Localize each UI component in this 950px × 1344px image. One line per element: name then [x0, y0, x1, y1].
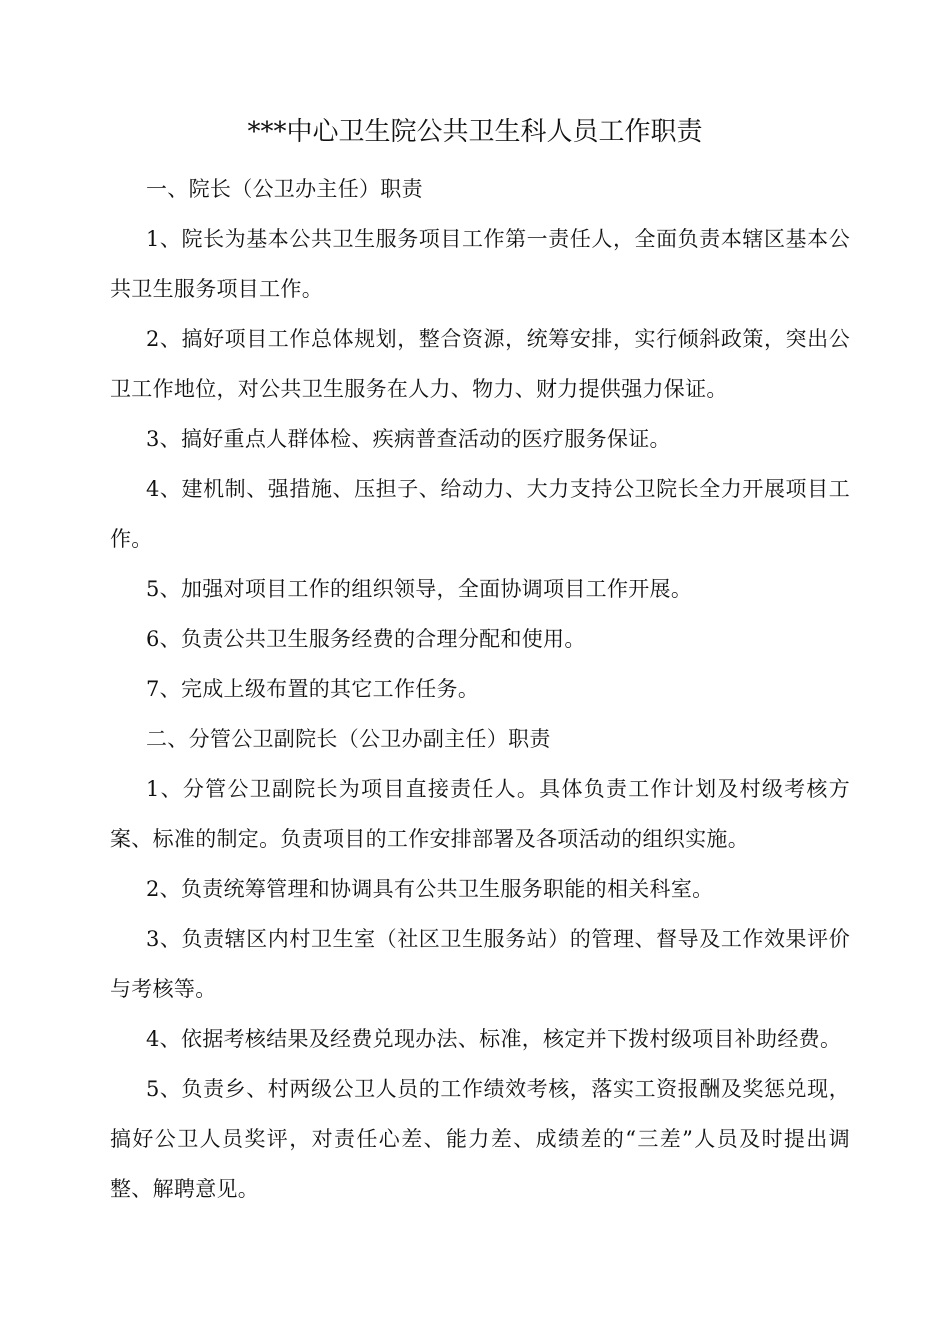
- paragraph: 1、分管公卫副院长为项目直接责任人。具体负责工作计划及村级考核方案、标准的制定。负责项目的工作安排部署及各项活动的组织实施。: [110, 777, 850, 851]
- section-heading-1: 一、院长（公卫办主任）职责: [146, 177, 423, 201]
- paragraph: 6、负责公共卫生服务经费的合理分配和使用。: [146, 627, 586, 651]
- document-body: [110, 164, 850, 1214]
- paragraph: 4、建机制、强措施、压担子、给动力、大力支持公卫院长全力开展项目工作。: [110, 477, 850, 551]
- paragraph: 4、依据考核结果及经费兑现办法、标准，核定并下拨村级项目补助经费。: [146, 1027, 842, 1051]
- document-title: ***中心卫生院公共卫生科人员工作职责: [247, 117, 703, 147]
- paragraph: 2、负责统筹管理和协调具有公共卫生服务职能的相关科室。: [146, 877, 714, 901]
- section-heading-2: 二、分管公卫副院长（公卫办副主任）职责: [146, 727, 551, 751]
- paragraph: 1、院长为基本公共卫生服务项目工作第一责任人，全面负责本辖区基本公共卫生服务项目工作。: [110, 227, 850, 301]
- paragraph: 2、搞好项目工作总体规划，整合资源，统筹安排，实行倾斜政策，突出公卫工作地位，对公共卫生服务在人力、物力、财力提供强力保证。: [110, 327, 850, 401]
- paragraph: 3、搞好重点人群体检、疾病普查活动的医疗服务保证。: [146, 427, 671, 451]
- paragraph: 7、完成上级布置的其它工作任务。: [146, 677, 480, 701]
- paragraph: 5、负责乡、村两级公卫人员的工作绩效考核，落实工资报酬及奖惩兑现，搞好公卫人员奖评，对责任心差、能力差、成绩差的“三差”人员及时提出调整、解聘意见。: [110, 1077, 850, 1201]
- paragraph: 5、加强对项目工作的组织领导，全面协调项目工作开展。: [146, 577, 693, 601]
- paragraph: 3、负责辖区内村卫生室（社区卫生服务站）的管理、督导及工作效果评价与考核等。: [110, 927, 850, 1001]
